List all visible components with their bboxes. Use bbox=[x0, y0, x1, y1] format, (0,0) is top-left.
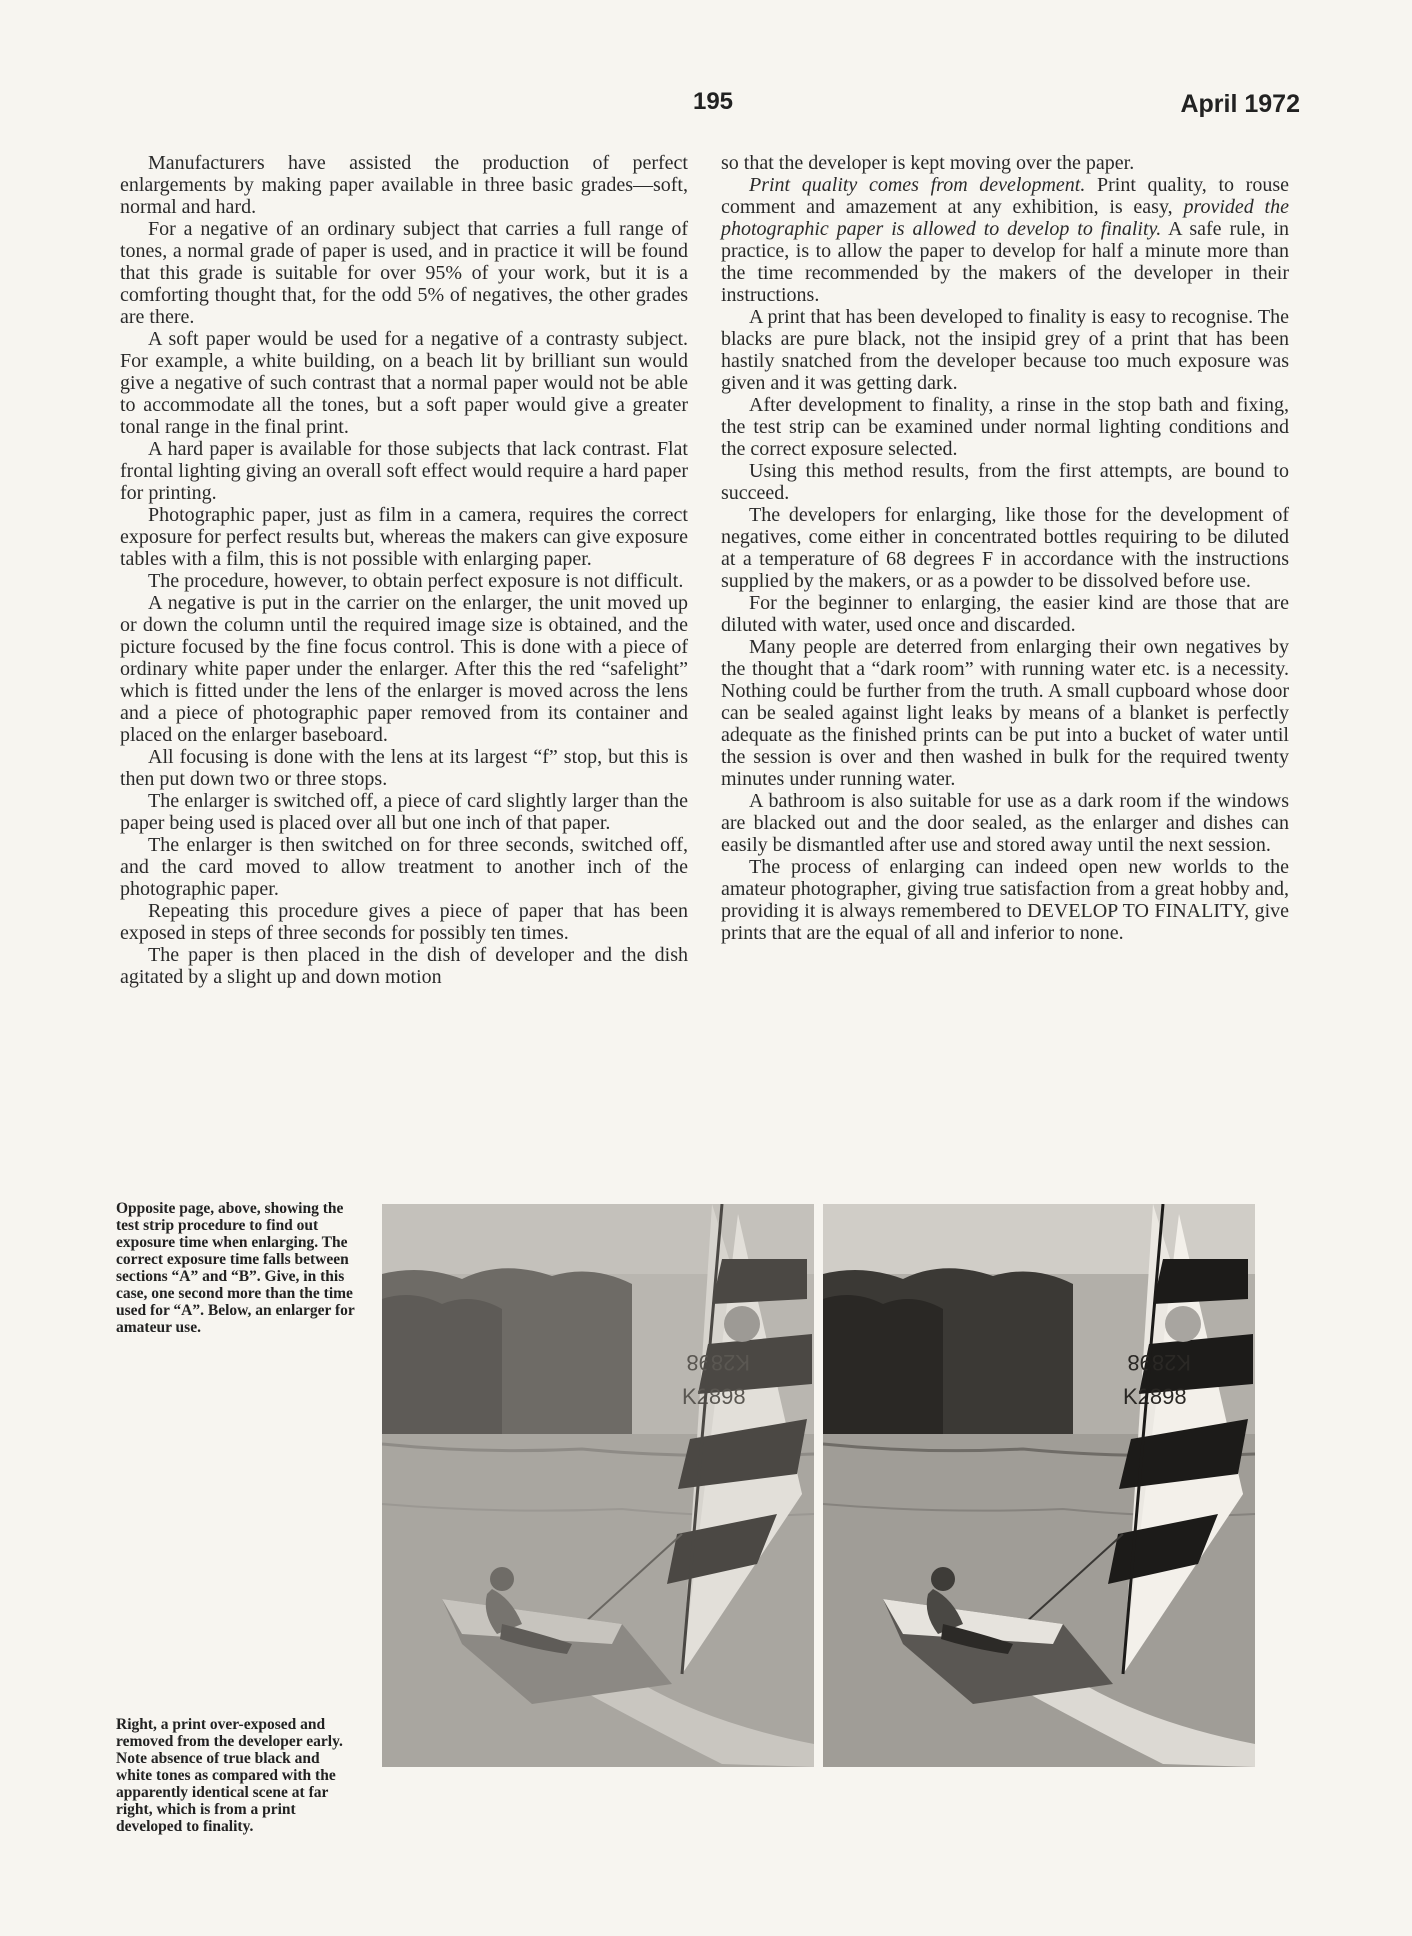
paragraph: A bathroom is also suitable for use as a dark room if the windows are blacked out and the door sealed, as the enlarger and dishes can easily be dismantled after use and stored away until the next session. bbox=[721, 790, 1289, 856]
paragraph: so that the developer is kept moving over the paper. bbox=[721, 152, 1135, 174]
paragraph: The paper is then placed in the dish of developer and the dish agitated by a slight up and down motion bbox=[120, 944, 688, 988]
paragraph: The process of enlarging can indeed open new worlds to the amateur photographer, giving true satisfaction from a great hobby and, providing it is always remembered to DEVELOP TO FINALITY, give prints that are the equal of all and inferior to none. bbox=[721, 856, 1289, 944]
photo-caption-top: Opposite page, above, showing the test strip procedure to find out exposure time when enlarging. The correct exposure time falls between sections “A” and “B”. Give, in this case, one second more than the time used for “A”. Below, an enlarger for amateur use. bbox=[116, 1200, 355, 1336]
text-run: A safe rule, in practice, is to allow the paper to develop for half a minute more than the time recommended by the makers of the developer in their instructions. bbox=[721, 218, 1289, 306]
paragraph: Repeating this procedure gives a piece of paper that has been exposed in steps of three seconds for possibly ten times. bbox=[120, 900, 688, 944]
paragraph: A soft paper would be used for a negative of a contrasty subject. For example, a white building, on a beach lit by brilliant sun would give a negative of such contrast that a normal paper would not be able to accommodate all the tones, but a soft paper would give a greater tonal range in the final print. bbox=[120, 328, 688, 438]
sailboat-image bbox=[382, 1204, 814, 1767]
photo-overexposed bbox=[382, 1204, 814, 1767]
paragraph: A negative is put in the carrier on the enlarger, the unit moved up or down the column until the required image size is obtained, and the picture focused by the fine focus control. This is done with a piece of ordinary white paper under the enlarger. After this the red “safelight” which is fitted under the lens of the enlarger is moved across the lens and a piece of photographic paper removed from its container and placed on the enlarger baseboard. bbox=[120, 592, 688, 746]
paragraph: All focusing is done with the lens at its largest “f” stop, but this is then put down two or three stops. bbox=[120, 746, 688, 790]
left-column bbox=[120, 152, 688, 988]
photo-caption-bottom: Right, a print over-exposed and removed from the developer early. Note absence of true black and white tones as compared with the apparently identical scene at far right, which is from a print developed to finality. bbox=[116, 1716, 343, 1835]
paragraph: Using this method results, from the first attempts, are bound to succeed. bbox=[721, 460, 1289, 504]
italic-lead: Print quality comes from development. bbox=[749, 174, 1086, 196]
paragraph: Manufacturers have assisted the production of perfect enlargements by making paper available in three basic grades—soft, normal and hard. bbox=[120, 152, 688, 218]
paragraph: The enlarger is then switched on for three seconds, switched off, and the card moved to allow treatment to another inch of the photographic paper. bbox=[120, 834, 688, 900]
sail-number-mirrored: K2898 bbox=[686, 1350, 750, 1375]
text-run: Print quality, to rouse comment and amazement at any exhibition, is easy, bbox=[721, 174, 1289, 218]
paragraph: The developers for enlarging, like those for the development of negatives, come either in concentrated bottles requiring to be diluted at a temperature of 68 degrees F in accordance with the instructions supplied by the makers, or as a powder to be dissolved before use. bbox=[721, 504, 1289, 592]
paragraph: The procedure, however, to obtain perfect exposure is not difficult. bbox=[148, 570, 684, 592]
paragraph: For a negative of an ordinary subject that carries a full range of tones, a normal grade of paper is used, and in practice it will be found that this grade is suitable for over 95% of your work, but it is a comforting thought that, for the odd 5% of negatives, the other grades are there. bbox=[120, 218, 688, 328]
paragraph: A print that has been developed to finality is easy to recognise. The blacks are pure black, not the insipid grey of a print that has been hastily snatched from the developer because too much exposure was given and it was getting dark. bbox=[721, 306, 1289, 394]
italic-phrase: provided the photographic paper is allowed to develop to finality. bbox=[721, 196, 1289, 240]
issue-date: April 1972 bbox=[1180, 90, 1300, 118]
paragraph: Photographic paper, just as film in a camera, requires the correct exposure for perfect results but, whereas the makers can give exposure tables with a film, this is not possible with enlarging paper. bbox=[120, 504, 688, 570]
paragraph: For the beginner to enlarging, the easier kind are those that are diluted with water, used once and discarded. bbox=[721, 592, 1289, 636]
sail-number-mirrored: K2898 bbox=[1127, 1350, 1191, 1375]
paragraph: The enlarger is switched off, a piece of card slightly larger than the paper being used is placed over all but one inch of that paper. bbox=[120, 790, 688, 834]
paragraph: After development to finality, a rinse in the stop bath and fixing, the test strip can be examined under normal lighting conditions and the correct exposure selected. bbox=[721, 394, 1289, 460]
paragraph: A hard paper is available for those subjects that lack contrast. Flat frontal lighting giving an overall soft effect would require a hard paper for printing. bbox=[120, 438, 688, 504]
paragraph-print-quality bbox=[721, 174, 1289, 306]
paragraph: Many people are deterred from enlarging their own negatives by the thought that a “dark room” with running water etc. is a necessity. Nothing could be further from the truth. A small cupboard whose door can be sealed against light leaks by means of a blanket is perfectly adequate as the finished prints can be put into a bucket of water until the session is over and then washed in bulk for the required twenty minutes under running water. bbox=[721, 636, 1289, 790]
sailboat-image bbox=[823, 1204, 1255, 1767]
page-number: 195 bbox=[692, 88, 734, 115]
right-column bbox=[721, 152, 1289, 944]
sail-number: K2898 bbox=[1123, 1384, 1187, 1409]
photo-developed-to-finality bbox=[823, 1204, 1255, 1767]
sail-number: K2898 bbox=[682, 1384, 746, 1409]
